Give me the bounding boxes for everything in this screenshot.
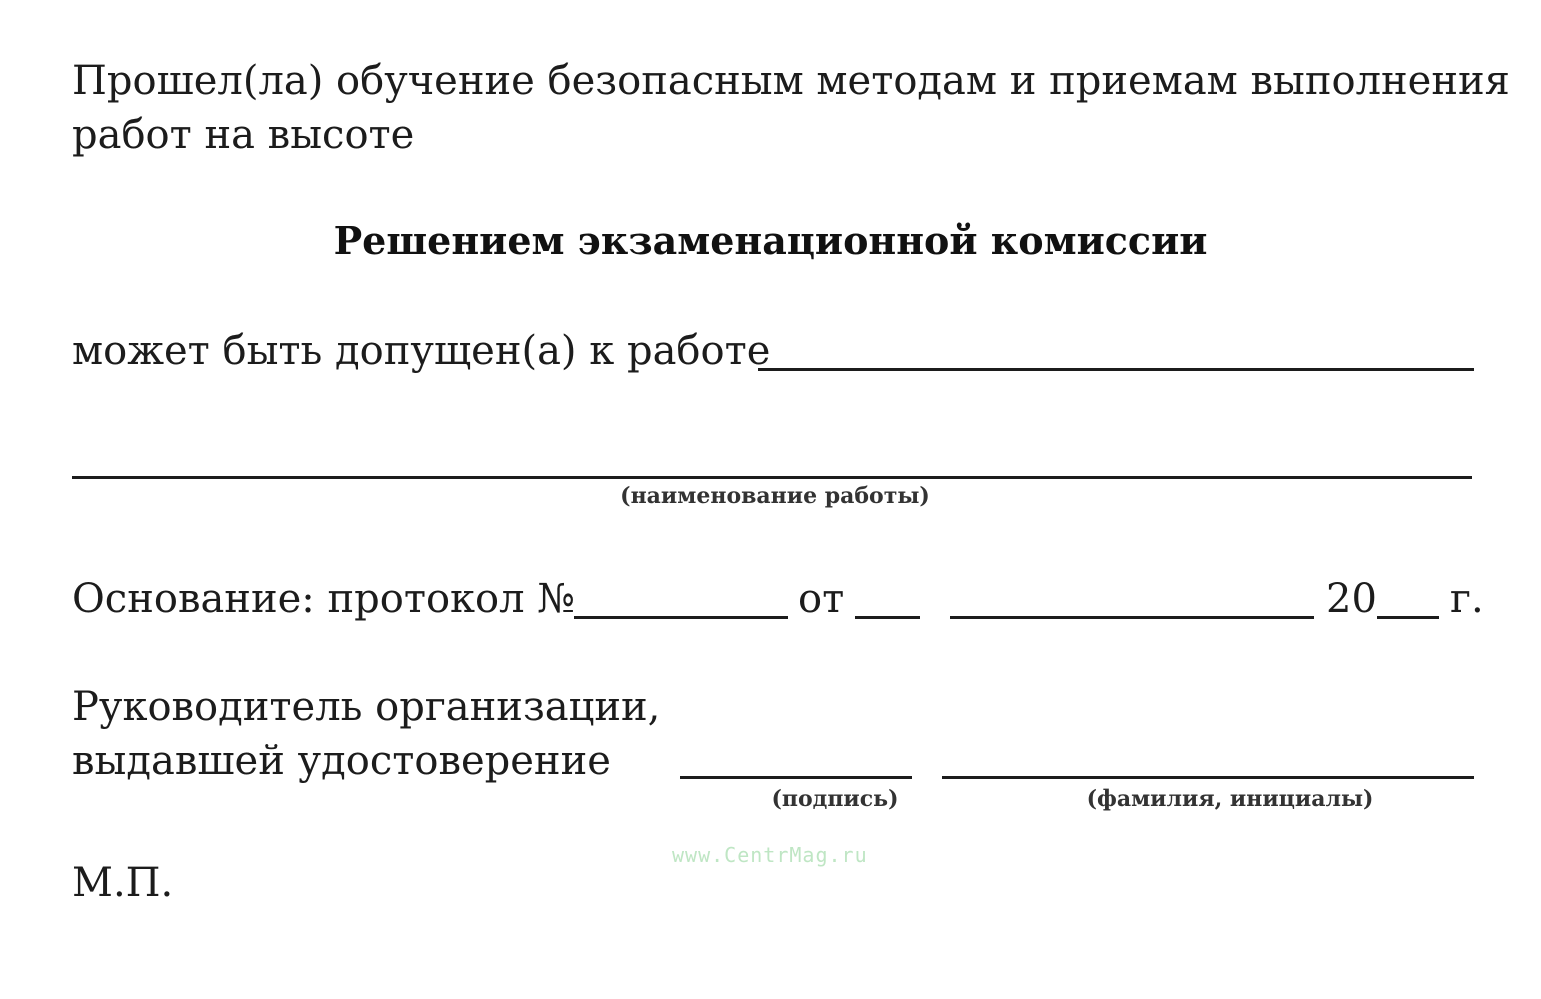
protocol-day-field[interactable] — [855, 616, 920, 619]
admission-label: может быть допущен(а) к работе — [72, 328, 771, 374]
signature-field[interactable] — [680, 776, 912, 779]
protocol-year-field[interactable] — [1377, 616, 1439, 619]
work-name-caption: (наименование работы) — [620, 483, 930, 509]
intro-line-2: работ на высоте — [72, 112, 415, 158]
protocol-month-field[interactable] — [950, 616, 1314, 619]
watermark-text: www.CentrMag.ru — [672, 843, 868, 867]
basis-label: Основание: протокол № — [72, 576, 576, 622]
protocol-number-field[interactable] — [574, 616, 788, 619]
head-label-line-2: выдавшей удостоверение — [72, 738, 611, 784]
basis-from-label: от — [798, 576, 845, 622]
signature-caption: (подпись) — [771, 786, 899, 812]
stamp-place-label: М.П. — [72, 860, 174, 906]
intro-line-1: Прошел(ла) обучение безопасным методам и приемам выполнения — [72, 58, 1510, 104]
year-suffix: г. — [1450, 576, 1484, 622]
work-field-line-2[interactable] — [72, 476, 1472, 479]
commission-heading: Решением экзаменационной комиссии — [333, 218, 1208, 263]
full-name-caption: (фамилия, инициалы) — [1086, 786, 1374, 812]
year-prefix: 20 — [1326, 576, 1377, 622]
work-field-line-1[interactable] — [758, 368, 1474, 371]
full-name-field[interactable] — [942, 776, 1474, 779]
head-label-line-1: Руководитель организации, — [72, 684, 661, 730]
